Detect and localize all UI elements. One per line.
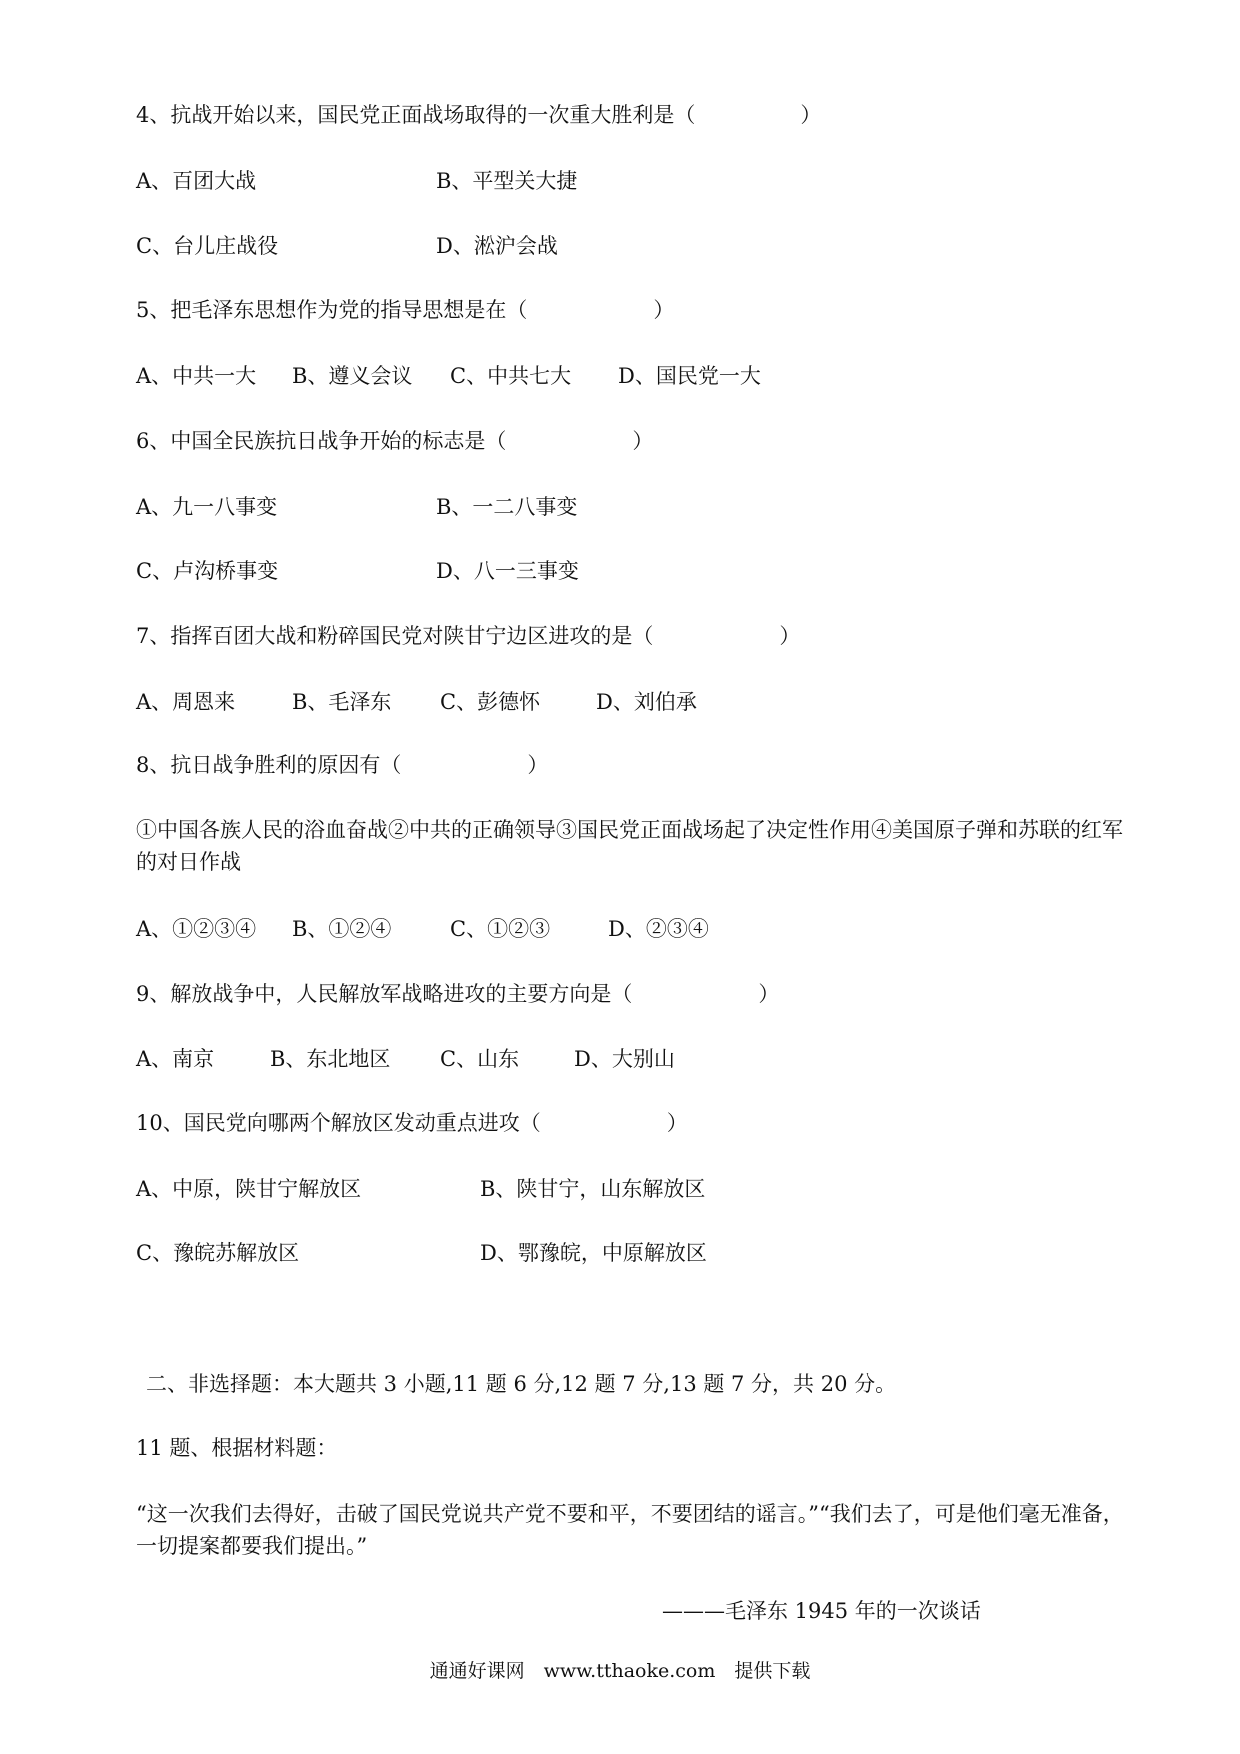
option-c: C、台儿庄战役	[136, 234, 279, 258]
question-7-stem: 7、指挥百团大战和粉碎国民党对陕甘宁边区进攻的是（ ）	[136, 624, 801, 648]
option-d: D、刘伯承	[596, 690, 697, 714]
option-b: B、①②④	[292, 917, 392, 941]
option-a: A、中共一大	[136, 364, 257, 388]
option-d: D、淞沪会战	[436, 234, 558, 258]
option-d: D、国民党一大	[618, 364, 761, 388]
option-a: A、南京	[136, 1047, 215, 1071]
question-8-stem: 8、抗日战争胜利的原因有（ ）	[136, 753, 549, 777]
option-a: A、①②③④	[136, 917, 257, 941]
option-d: D、八一三事变	[436, 559, 579, 583]
option-c: C、山东	[440, 1047, 520, 1071]
page-footer: 通通好课网 www.tthaoke.com 提供下载	[429, 1660, 811, 1682]
option-a: A、周恩来	[136, 690, 236, 714]
option-a: A、九一八事变	[136, 495, 278, 519]
section-2-heading: 二、非选择题：本大题共 3 小题,11 题 6 分,12 题 7 分,13 题 7 分，共 20 分。	[146, 1372, 897, 1396]
option-b: B、一二八事变	[436, 495, 578, 519]
option-b: B、平型关大捷	[436, 169, 578, 193]
question-10-stem: 10、国民党向哪两个解放区发动重点进攻（ ）	[136, 1111, 688, 1135]
option-b: B、陕甘宁，山东解放区	[480, 1177, 706, 1201]
option-b: B、东北地区	[270, 1047, 391, 1071]
option-d: D、②③④	[608, 917, 709, 941]
option-c: C、卢沟桥事变	[136, 559, 279, 583]
question-8-material: ①中国各族人民的浴血奋战②中共的正确领导③国民党正面战场起了决定性作用④美国原子弹和苏联的红军的对日作战	[136, 818, 1123, 874]
option-d: D、鄂豫皖，中原解放区	[480, 1241, 707, 1265]
quote-attribution: ———毛泽东 1945 年的一次谈话	[662, 1599, 981, 1623]
question-11-title: 11 题、根据材料题：	[136, 1436, 338, 1460]
question-4-stem: 4、抗战开始以来，国民党正面战场取得的一次重大胜利是（ ）	[136, 103, 822, 127]
option-c: C、①②③	[450, 917, 551, 941]
option-b: B、遵义会议	[292, 364, 413, 388]
option-a: A、百团大战	[136, 169, 257, 193]
question-11-quote: “这一次我们去得好，击破了国民党说共产党不要和平，不要团结的谣言。”“我们去了，可是他们毫无准备，一切提案都要我们提出。”	[136, 1502, 1124, 1558]
question-6-stem: 6、中国全民族抗日战争开始的标志是（ ）	[136, 429, 654, 453]
option-b: B、毛泽东	[292, 690, 392, 714]
question-9-stem: 9、解放战争中，人民解放军战略进攻的主要方向是（ ）	[136, 982, 780, 1006]
option-c: C、中共七大	[450, 364, 572, 388]
option-a: A、中原，陕甘宁解放区	[136, 1177, 362, 1201]
option-c: C、豫皖苏解放区	[136, 1241, 300, 1265]
question-5-stem: 5、把毛泽东思想作为党的指导思想是在（ ）	[136, 298, 675, 322]
option-c: C、彭德怀	[440, 690, 541, 714]
option-d: D、大别山	[574, 1047, 675, 1071]
